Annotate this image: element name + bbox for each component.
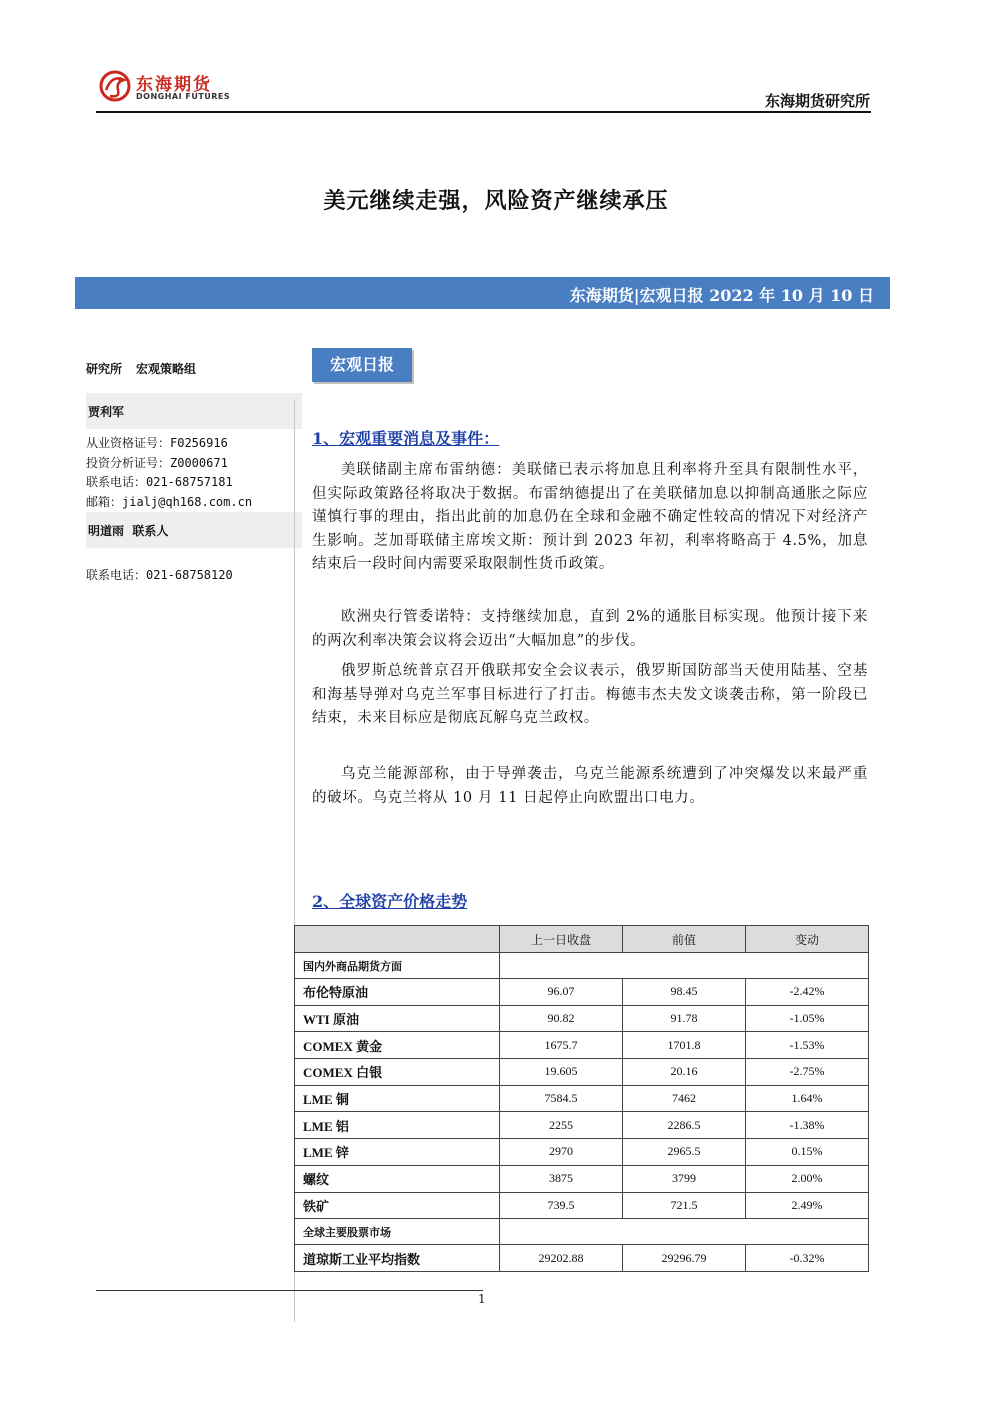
analyst-email[interactable]: 邮箱：jialj@qh168.com.cn	[86, 495, 253, 509]
table-group-row	[295, 1219, 869, 1245]
row-prev: 91.78	[623, 1005, 746, 1032]
sidebar-department	[86, 360, 302, 377]
table-row	[295, 1005, 869, 1032]
table-row	[295, 1032, 869, 1059]
table-header-empty	[295, 926, 500, 953]
table-row	[295, 1059, 869, 1086]
row-prev: 3799	[623, 1165, 746, 1192]
row-prev: 721.5	[623, 1192, 746, 1219]
row-prev: 20.16	[623, 1059, 746, 1086]
row-close: 2255	[500, 1112, 623, 1139]
row-name: LME 铜	[295, 1085, 500, 1112]
table-header-prev: 前值	[623, 926, 746, 953]
header-rule	[96, 111, 871, 113]
table-header-change: 变动	[746, 926, 869, 953]
row-prev: 98.45	[623, 979, 746, 1006]
footer-rule	[96, 1290, 483, 1291]
row-change: 2.00%	[746, 1165, 869, 1192]
group-filler	[500, 953, 869, 979]
row-name: COMEX 白银	[295, 1059, 500, 1086]
row-change: 1.64%	[746, 1085, 869, 1112]
paragraph-ukraine: 乌克兰能源部称，由于导弹袭击，乌克兰能源系统遭到了冲突爆发以来最严重的破坏。乌克兰将从 10 月 11 日起停止向欧盟出口电力。	[312, 766, 868, 806]
row-name: 螺纹	[295, 1165, 500, 1192]
row-name: COMEX 黄金	[295, 1032, 500, 1059]
analyst-phone: 联系电话：021-68757181	[86, 475, 233, 489]
analyst-name: 贾利军	[88, 405, 125, 419]
group-equities: 全球主要股票市场	[295, 1219, 500, 1245]
contact-phone: 联系电话：021-68758120	[86, 568, 233, 582]
row-change: -1.53%	[746, 1032, 869, 1059]
row-close: 96.07	[500, 979, 623, 1006]
row-name: LME 铝	[295, 1112, 500, 1139]
group-commodities: 国内外商品期货方面	[295, 953, 500, 979]
logo-chinese-name: 东海期货	[136, 75, 212, 95]
report-type-tag: 宏观日报	[312, 348, 412, 382]
row-name: 道琼斯工业平均指数	[295, 1245, 500, 1272]
banner-text: 东海期货|宏观日报 2022 年 10 月 10 日	[569, 286, 874, 305]
row-name: 铁矿	[295, 1192, 500, 1219]
section-2-title: 2、全球资产价格走势	[312, 892, 468, 911]
paragraph-russia: 俄罗斯总统普京召开俄联邦安全会议表示，俄罗斯国防部当天使用陆基、空基和海基导弹对乌克兰军事目标进行了打击。梅德韦杰夫发文谈袭击称，第一阶段已结束，未来目标应是彻底瓦解乌克兰政权。	[312, 663, 868, 726]
row-close: 3875	[500, 1165, 623, 1192]
table-row	[295, 1165, 869, 1192]
asset-price-table	[294, 925, 869, 1272]
analyst-name-box	[86, 393, 302, 429]
row-change: 0.15%	[746, 1139, 869, 1166]
row-prev: 29296.79	[623, 1245, 746, 1272]
date-banner	[75, 277, 890, 309]
row-close: 2970	[500, 1139, 623, 1166]
table-row	[295, 1245, 869, 1272]
row-close: 1675.7	[500, 1032, 623, 1059]
contact-name-box	[86, 512, 302, 548]
row-change: -1.05%	[746, 1005, 869, 1032]
row-close: 19.605	[500, 1059, 623, 1086]
table-row	[295, 979, 869, 1006]
table-header-close: 上一日收盘	[500, 926, 623, 953]
row-prev: 2286.5	[623, 1112, 746, 1139]
group-label: 宏观策略组	[136, 362, 197, 376]
row-name: WTI 原油	[295, 1005, 500, 1032]
page-number: 1	[478, 1292, 486, 1306]
table-header-row	[295, 926, 869, 953]
table-row	[295, 1139, 869, 1166]
company-logo	[98, 68, 238, 108]
paragraph-ecb: 欧洲央行管委诺特：支持继续加息，直到 2%的通胀目标实现。他预计接下来的两次利率决策会议将会迈出“大幅加息”的步伐。	[312, 609, 868, 649]
department-label: 研究所	[86, 362, 123, 376]
row-change: -2.42%	[746, 979, 869, 1006]
table-group-row	[295, 953, 869, 979]
table-row	[295, 1112, 869, 1139]
row-change: -0.32%	[746, 1245, 869, 1272]
dragon-logo-icon	[98, 68, 132, 104]
row-name: LME 锌	[295, 1139, 500, 1166]
row-change: 2.49%	[746, 1192, 869, 1219]
row-change: -1.38%	[746, 1112, 869, 1139]
row-prev: 1701.8	[623, 1032, 746, 1059]
row-change: -2.75%	[746, 1059, 869, 1086]
report-title: 美元继续走强，风险资产继续承压	[323, 188, 669, 214]
row-close: 29202.88	[500, 1245, 623, 1272]
row-close: 7584.5	[500, 1085, 623, 1112]
paragraph-fed: 美联储副主席布雷纳德：美联储已表示将加息且利率将升至具有限制性水平，但实际政策路径将取决于数据。布雷纳德提出了在美联储加息以抑制高通胀之际应谨慎行事的理由，指出此前的加息仍在全球和金融不确定性较高的情况下对经济产生影响。芝加哥联储主席埃文斯：预计到 2023 年初，利率将略高于 4.5%，加息结束后一段时间内需要采取限制性货币政策。	[312, 462, 868, 572]
contact-name: 明道雨 联系人	[88, 524, 169, 538]
analyst-cert-1: 从业资格证号：F0256916	[86, 436, 228, 450]
institute-name: 东海期货研究所	[764, 92, 870, 110]
row-close: 739.5	[500, 1192, 623, 1219]
row-prev: 7462	[623, 1085, 746, 1112]
row-name: 布伦特原油	[295, 979, 500, 1006]
logo-english-name: DONGHAI FUTURES	[136, 92, 231, 101]
group-filler	[500, 1219, 869, 1245]
table-row	[295, 1192, 869, 1219]
analyst-cert-2: 投资分析证号：Z0000671	[86, 456, 228, 470]
row-close: 90.82	[500, 1005, 623, 1032]
section-1-title: 1、宏观重要消息及事件：	[312, 429, 500, 448]
row-prev: 2965.5	[623, 1139, 746, 1166]
table-row	[295, 1085, 869, 1112]
